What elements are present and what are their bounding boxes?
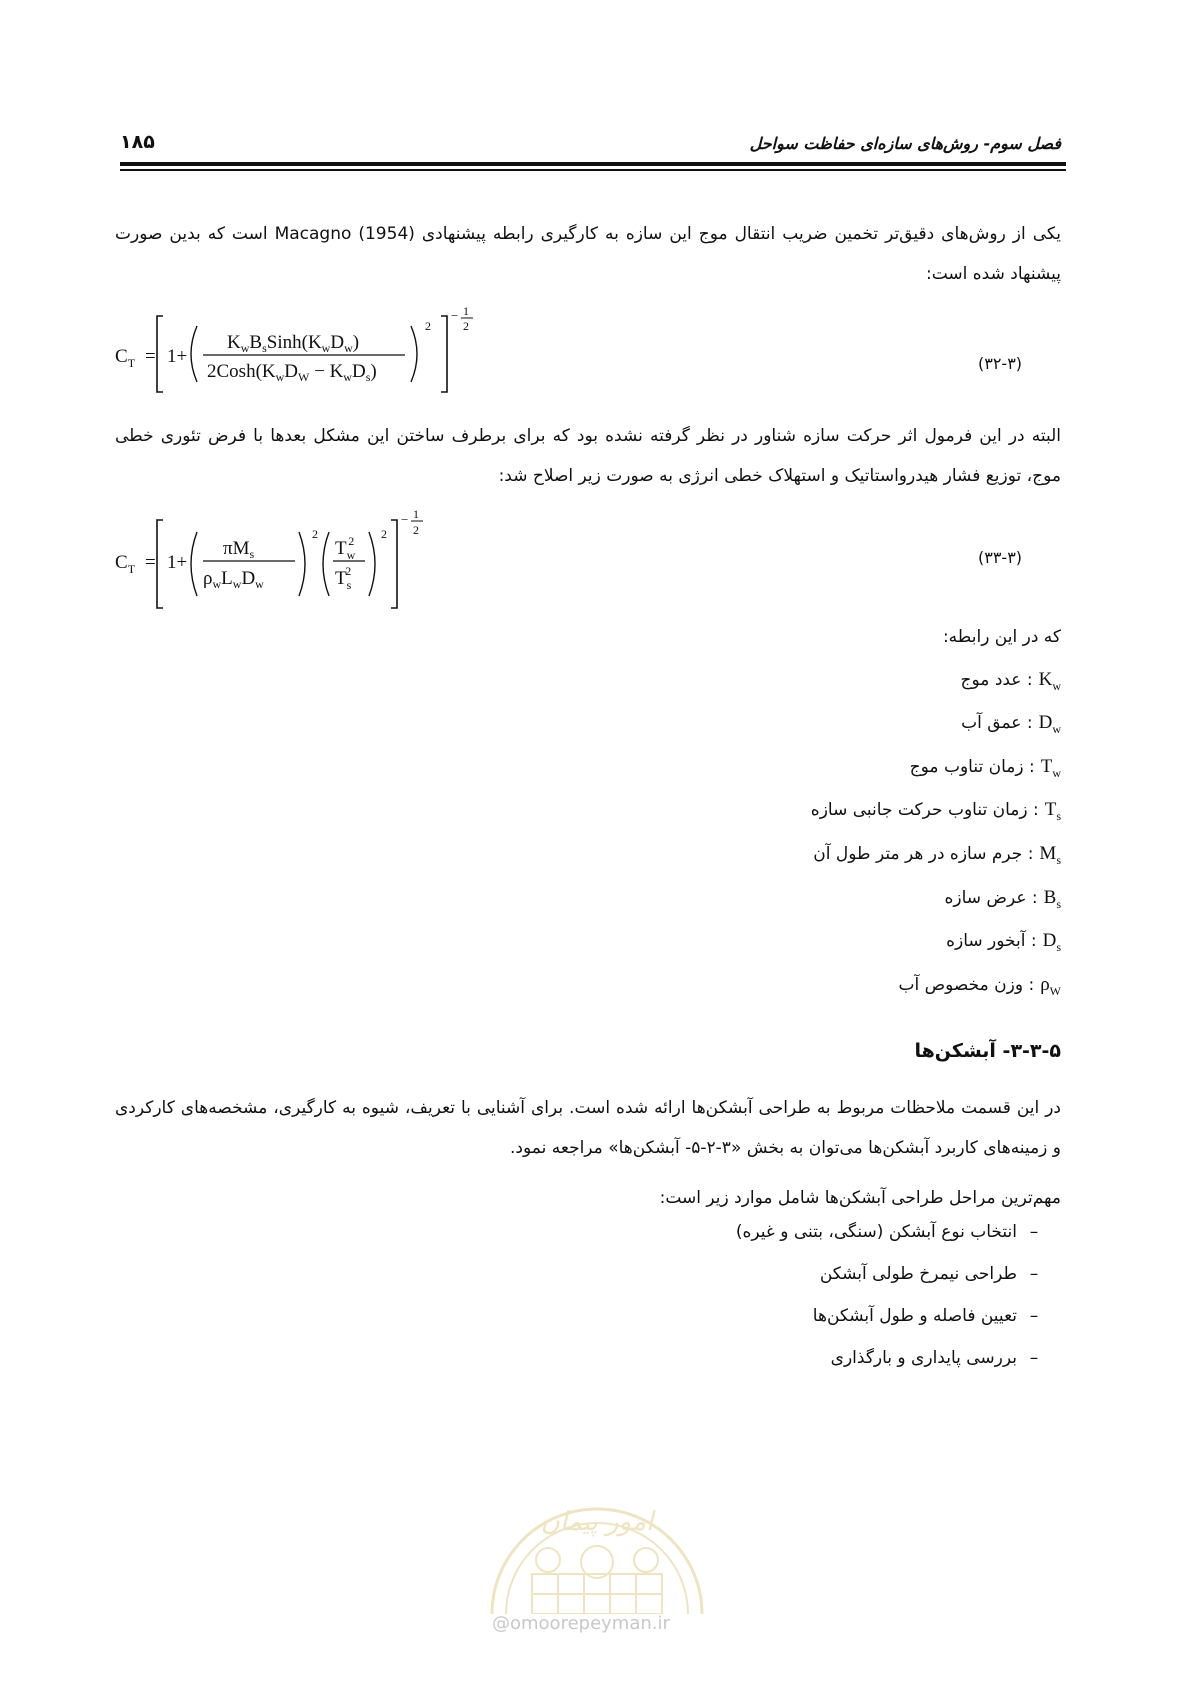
watermark-logo-text: امور پیمان	[540, 1507, 654, 1537]
paragraph-macagno: یکی از روش‌های دقیق‌تر تخمین ضریب انتقال موج این سازه به کارگیری رابطه پیشنهادی Macagno (1954) است که بدین صورت پیشنهاد شده است:	[115, 224, 1061, 284]
list-item-text: تعیین فاصله و طول آبشکن‌ها	[812, 1306, 1017, 1326]
equation-32-3	[115, 306, 495, 398]
definition-tw	[910, 756, 1061, 781]
paragraph-correction: البته در این فرمول اثر حرکت سازه شناور در نظر گرفته نشده بود که برای برطرف ساختن این مشکل بعدها با فرض تئوری خطی موج، توزیع فشار هیدرواستاتیک و استهلاک خطی انرژی به صورت زیر اصلاح شد:	[115, 426, 1061, 486]
eq2-paren1-left	[191, 532, 197, 596]
eq2-power2: 2	[381, 527, 387, 541]
eq1-exp-sign: −	[451, 308, 459, 323]
eq1-power-inner: 2	[425, 319, 431, 333]
eq2-f2-denominator: $T_s2$	[335, 564, 352, 592]
eq2-paren2-right	[369, 532, 375, 596]
definition-bs	[944, 887, 1061, 912]
eq1-one-plus: 1+	[167, 346, 188, 367]
eq2-f2-numerator: $T_w2$	[335, 534, 356, 562]
definition-text: : عدد موج	[960, 670, 1033, 690]
eq2-power1: 2	[312, 527, 318, 541]
definition-ts	[811, 799, 1061, 824]
definition-text: : جرم سازه در هر متر طول آن	[813, 844, 1034, 864]
eq1-exp-den: 2	[463, 319, 469, 333]
bullet-dash: –	[1029, 1306, 1039, 1326]
list-item	[813, 1306, 1051, 1326]
watermark-right-seal	[634, 1548, 658, 1572]
definition-text: : وزن مخصوص آب	[898, 975, 1035, 995]
equation-number-33-3: (۳۳-۳)	[978, 548, 1023, 567]
list-item	[820, 1264, 1051, 1284]
definition-text: : زمان تناوب حرکت جانبی سازه	[810, 800, 1039, 820]
eq2-exp-num: 1	[413, 508, 419, 521]
definition-text: : عمق آب	[961, 713, 1033, 733]
bullet-dash: –	[1029, 1264, 1039, 1284]
equation-33-3	[115, 508, 435, 612]
list-item	[736, 1222, 1051, 1242]
eq2-f1-denominator: $\rho_wL_wD_w$	[203, 568, 264, 591]
eq1-denominator: $2Cosh(K_wD_W - K_wD_s)$	[207, 361, 377, 384]
eq1-exp-num: 1	[463, 306, 469, 318]
header-rule-thick	[120, 162, 1066, 166]
watermark-logo	[482, 1464, 712, 1614]
definition-ds	[946, 930, 1061, 955]
list-item-text: طراحی نیمرخ طولی آبشکن	[819, 1264, 1017, 1284]
definition-dw	[961, 712, 1061, 737]
watermark-left-seal	[536, 1548, 560, 1572]
eq2-one-plus: 1+	[167, 552, 188, 573]
section-heading: ۳-۳-۵- آبشکن‌ها	[914, 1040, 1061, 1062]
paragraph-groins-intro: در این قسمت ملاحظات مربوط به طراحی آبشکن‌ها ارائه شده است. برای آشنایی با تعریف، شیوه به کارگیری، مشخصه‌های کارکردی و زمینه‌های کاربرد آبشکن‌ها می‌توان به بخش «۳-۲-۵- آبشکن‌ها» مراجعه نمود.	[115, 1098, 1061, 1158]
definition-symbol: $K_w$	[1038, 669, 1061, 693]
definition-symbol: $D_w$	[1038, 712, 1061, 736]
eq1-right-bracket	[441, 316, 447, 392]
eq2-right-bracket	[391, 520, 397, 608]
definition-symbol: $B_s$	[1043, 887, 1061, 911]
definition-text: : آبخور سازه	[946, 931, 1037, 951]
eq2-f1-numerator: $\pi M_s$	[223, 538, 255, 561]
chapter-title: فصل سوم- روش‌های سازه‌ای حفاظت سواحل	[749, 134, 1061, 153]
eq2-paren1-right	[299, 532, 305, 596]
eq2-exp-sign: −	[401, 512, 409, 527]
header-rule-thin	[120, 169, 1066, 171]
definition-kw	[961, 669, 1061, 694]
definition-ms	[813, 843, 1061, 868]
eq2-equals: =	[145, 552, 156, 573]
definition-symbol: $D_s$	[1042, 930, 1061, 954]
eq1-numerator: $K_wB_sSinh(K_wD_w)$	[227, 332, 360, 355]
paragraph-design-steps: مهم‌ترین مراحل طراحی آبشکن‌ها شامل موارد زیر است:	[659, 1188, 1061, 1208]
eq1-right-paren	[411, 326, 417, 382]
definition-symbol: $\rho_W$	[1040, 974, 1061, 998]
definitions-intro: که در این رابطه:	[942, 627, 1061, 647]
equation-number-32-3: (۳۲-۳)	[978, 354, 1023, 373]
eq1-lhs: $C_T$	[115, 346, 136, 370]
definition-symbol: $M_s$	[1039, 843, 1061, 867]
eq2-exp-den: 2	[413, 523, 419, 537]
list-item-text: بررسی پایداری و بارگذاری	[830, 1348, 1017, 1368]
eq2-left-bracket	[157, 520, 163, 608]
definition-symbol: $T_s$	[1044, 799, 1061, 823]
page-number: ۱۸۵	[120, 131, 155, 153]
bullet-dash: –	[1029, 1348, 1039, 1368]
watermark-site: @omoorepeyman.ir	[492, 1613, 670, 1634]
eq2-lhs: $C_T$	[115, 552, 136, 576]
list-item-text: انتخاب نوع آبشکن (سنگی، بتنی و غیره)	[735, 1222, 1017, 1242]
bullet-dash: –	[1029, 1222, 1039, 1242]
eq1-equals: =	[145, 346, 156, 367]
definition-rho-w	[898, 974, 1061, 999]
eq1-left-bracket	[157, 316, 163, 392]
definition-text: : زمان تناوب موج	[909, 757, 1035, 777]
definition-symbol: $T_w$	[1040, 756, 1061, 780]
list-item	[831, 1348, 1051, 1368]
definition-text: : عرض سازه	[944, 888, 1038, 908]
eq2-paren2-left	[323, 532, 329, 596]
eq1-left-paren	[191, 326, 197, 382]
